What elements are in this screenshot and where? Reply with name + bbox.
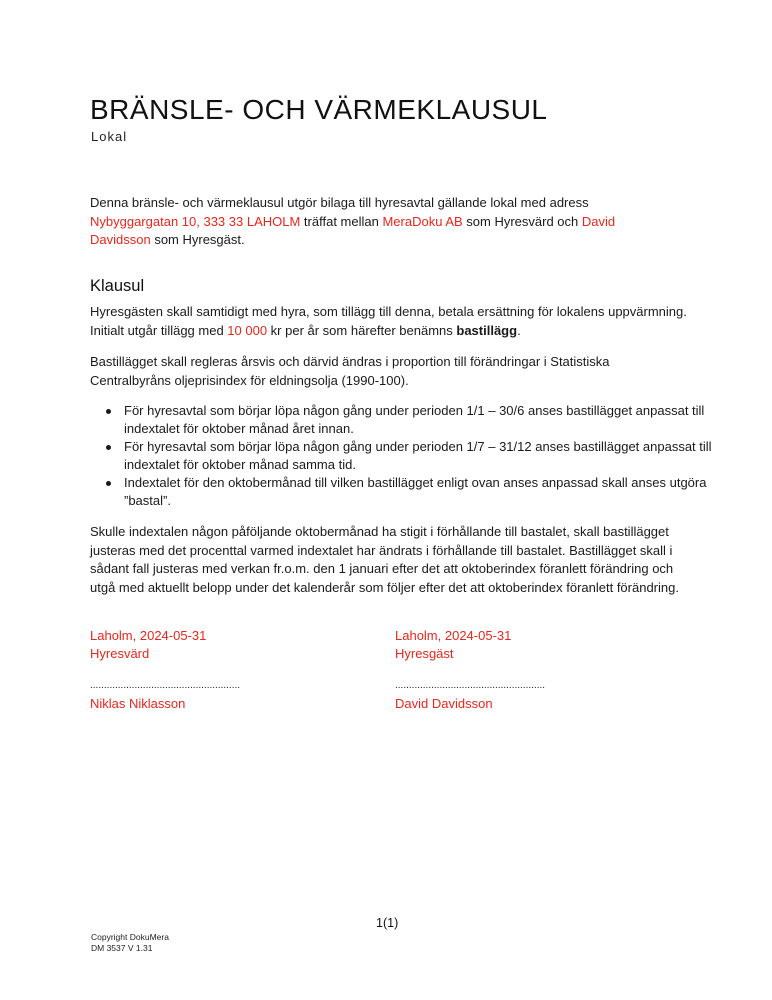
footer-copyright: Copyright DokuMera — [91, 932, 169, 942]
document-title: BRÄNSLE- OCH VÄRMEKLAUSUL — [90, 94, 548, 125]
tenant-signature-line: ...................................................... — [395, 680, 546, 691]
amount-field: 10 000 — [227, 322, 268, 338]
intro-paragraph — [90, 194, 690, 250]
intro-text-4: som Hyresgäst. — [150, 232, 245, 247]
list-item — [124, 438, 714, 474]
section-heading-klausul: Klausul — [90, 277, 145, 295]
p1-text-c: . — [517, 322, 521, 338]
p1-text-a: Hyresgästen skall samtidigt med hyra, som tillägg till denna, betala ersättning för lokalens uppvärmning. Initialt utgår tillägg med — [90, 304, 687, 338]
tenant-place-date: Laholm, 2024-05-31 — [395, 628, 512, 643]
list-item-text: För hyresavtal som börjar löpa någon gång under perioden 1/7 – 31/12 anses bastillägget anpassat till indextalet för oktober månad samma tid. — [124, 439, 712, 472]
bullet-icon — [106, 481, 111, 486]
page-number: 1(1) — [376, 916, 399, 930]
list-item-text: Indextalet för den oktobermånad till vilken bastillägget enligt ovan anses anpassad skall anses utgöra ”bastal”. — [124, 475, 707, 508]
p1-text-b: kr per år som härefter benämns — [267, 322, 457, 338]
intro-text-2: träffat mellan — [300, 213, 383, 229]
landlord-signature-line: ...................................................... — [90, 680, 241, 691]
intro-text-3: som Hyresvärd och — [462, 213, 582, 229]
landlord-role-label: Hyresvärd — [90, 646, 150, 661]
footer — [91, 932, 169, 954]
bullet-list — [90, 402, 714, 510]
list-item — [124, 474, 714, 510]
tenant-role-label: Hyresgäst — [395, 646, 454, 661]
klausul-paragraph-3: Skulle indextalen någon påföljande oktobermånad ha stigit i förhållande till bastalet, skall bastillägget justeras med det procenttal varmed indextalet har ändrats i förhållande till bastalet. Bastillägget skall i sådant fall justeras med verkan fr.o.m. den 1 januari efter det att oktoberindex föranlett förändring och utgå med aktuellt belopp under det kalenderår som följer efter det att oktoberindex föranlett förändring. — [90, 524, 679, 595]
landlord-company-field: MeraDoku AB — [382, 213, 463, 229]
list-item-text: För hyresavtal som börjar löpa någon gång under perioden 1/1 – 30/6 anses bastillägget anpassat till indextalet för oktober månad året innan. — [124, 403, 705, 436]
footer-doc-id: DM 3537 V 1.31 — [91, 943, 153, 953]
intro-text-1: Denna bränsle- och värmeklausul utgör bilaga till hyresavtal gällande lokal med adress — [90, 195, 589, 210]
klausul-paragraph-2: Bastillägget skall regleras årsvis och därvid ändras i proportion till förändringar i Statistiska Centralbyråns oljeprisindex för eldningsolja (1990-100). — [90, 354, 610, 388]
address-field: Nybyggargatan 10, 333 33 LAHOLM — [90, 213, 301, 229]
klausul-paragraph-1 — [90, 303, 690, 340]
bastillagg-term: bastillägg — [456, 322, 518, 338]
list-item — [124, 402, 714, 438]
tenant-last-name-field: Davidsson — [90, 232, 151, 247]
tenant-name: David Davidsson — [395, 696, 493, 711]
document-subtitle: Lokal — [91, 129, 128, 144]
bullet-icon — [106, 409, 111, 414]
tenant-first-name-field: David — [581, 213, 616, 229]
landlord-name: Niklas Niklasson — [90, 696, 186, 711]
bullet-icon — [106, 445, 111, 450]
landlord-place-date: Laholm, 2024-05-31 — [90, 628, 207, 643]
